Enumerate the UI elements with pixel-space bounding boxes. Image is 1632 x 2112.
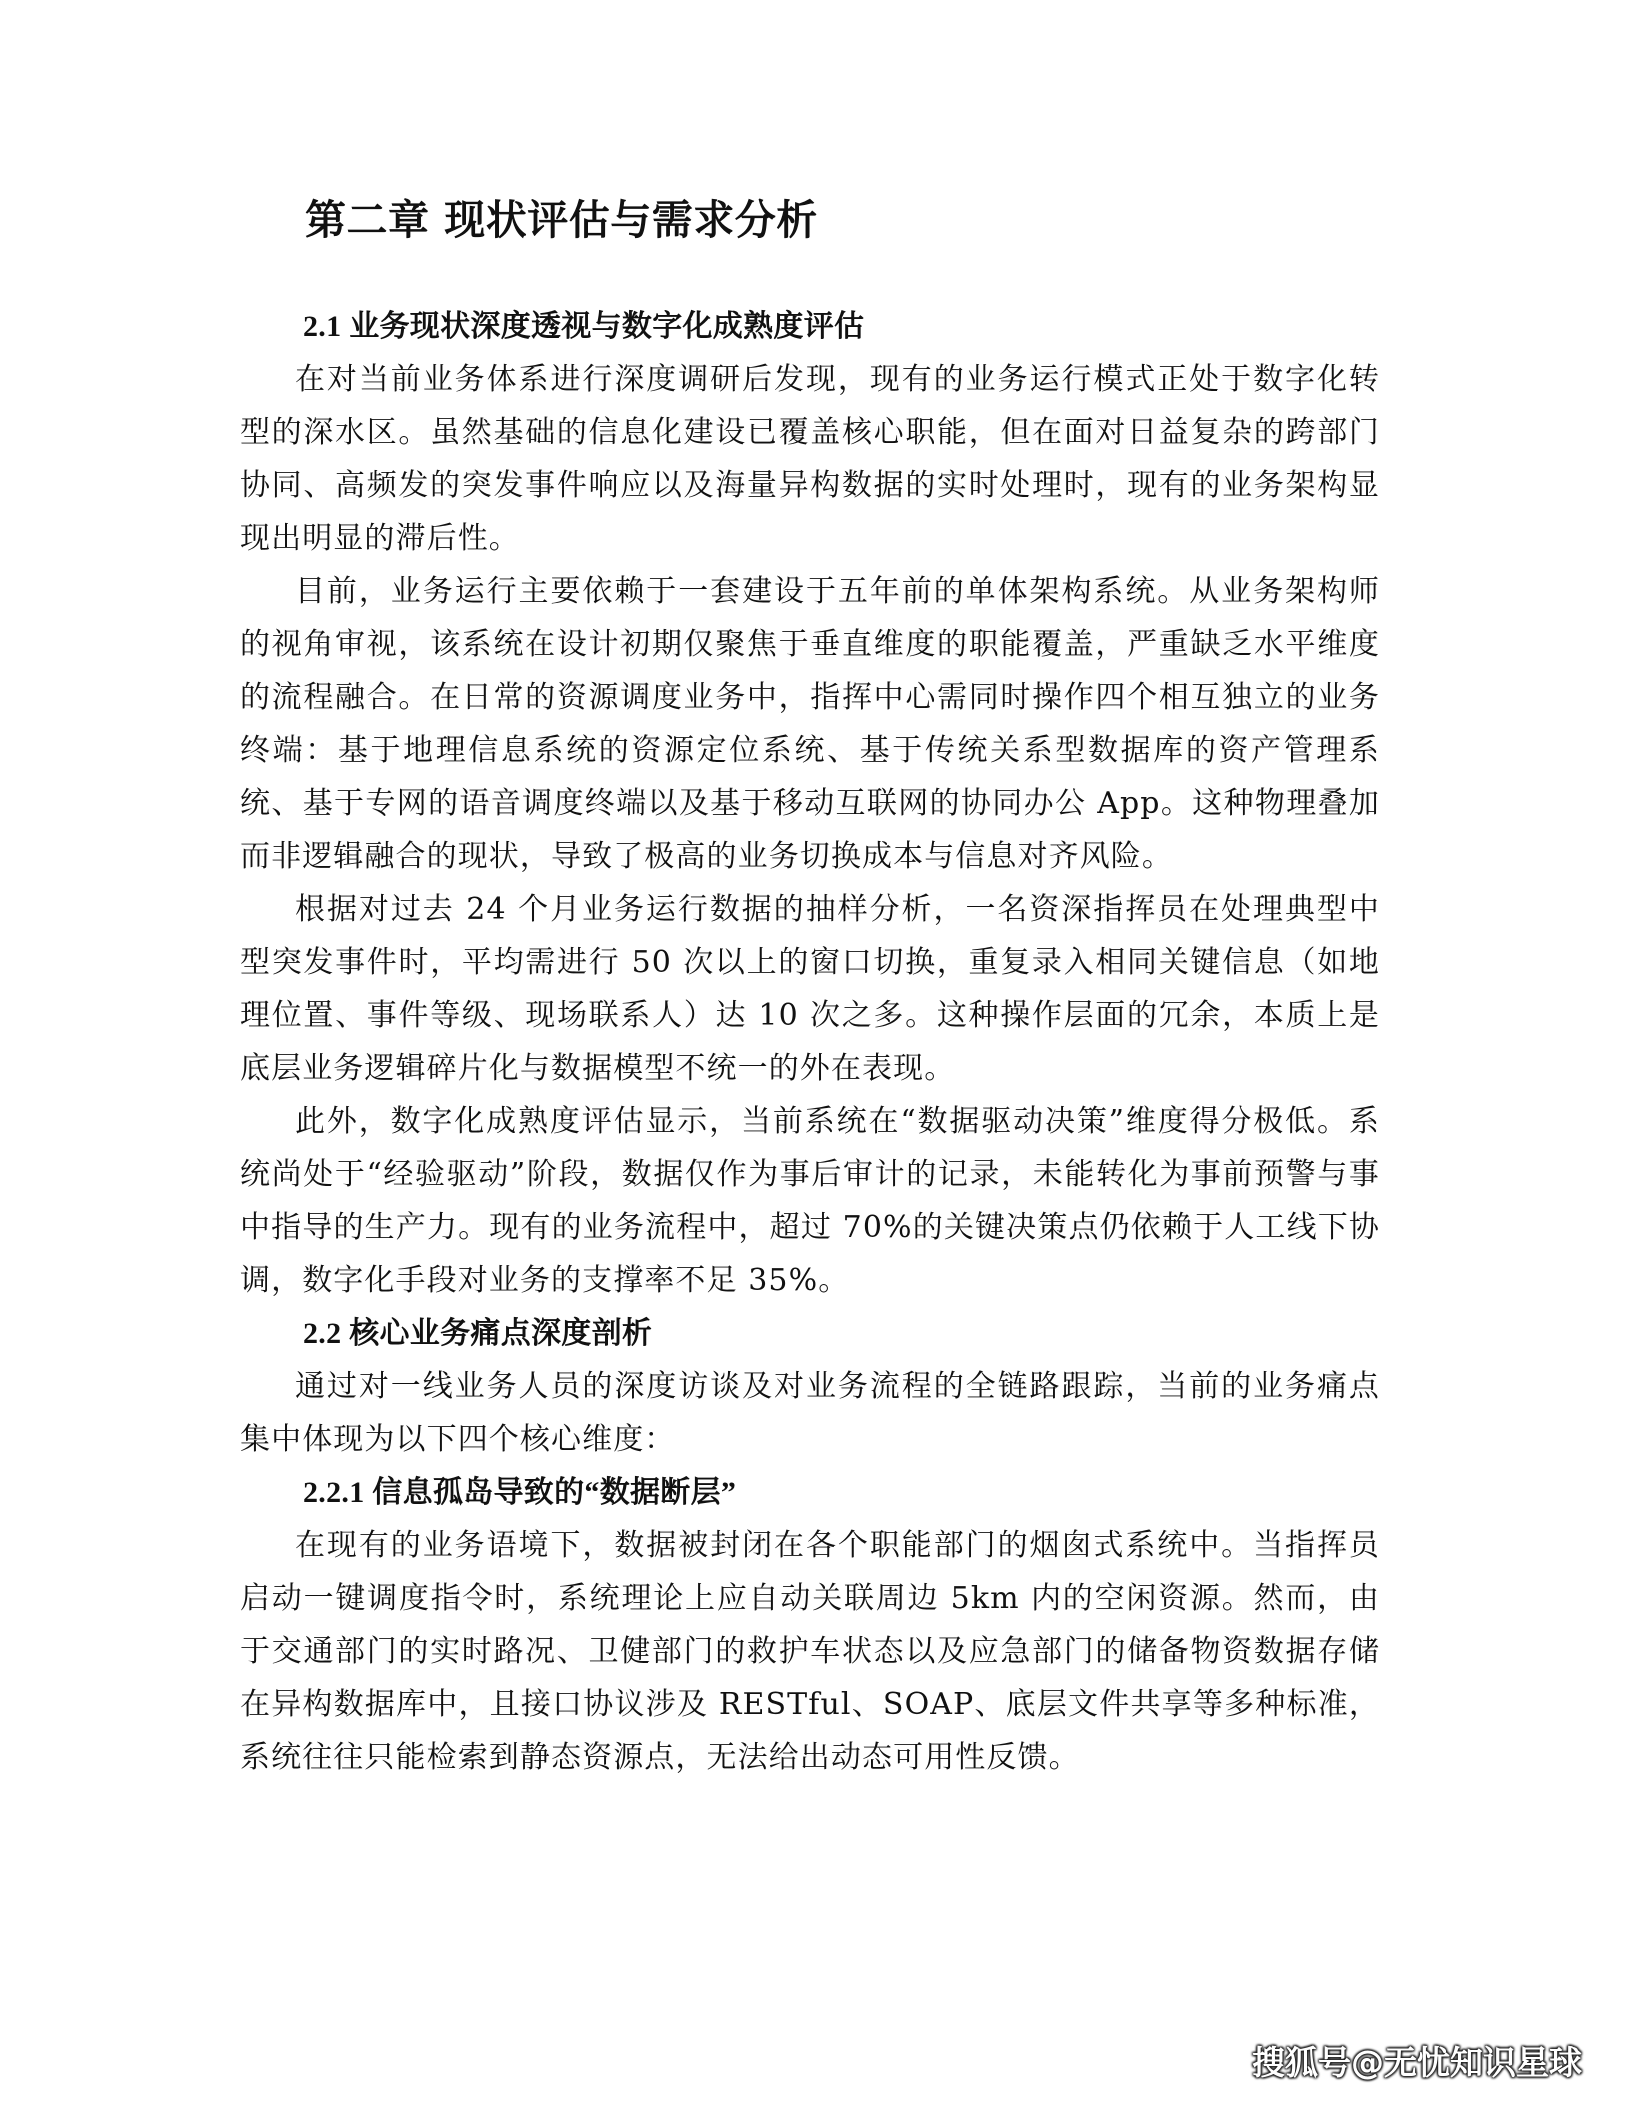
paragraph: 目前，业务运行主要依赖于一套建设于五年前的单体架构系统。从业务架构师的视角审视，该系统在设计初期仅聚焦于垂直维度的职能覆盖，严重缺乏水平维度的流程融合。在日常的资源调度业务中，指挥中心需同时操作四个相互独立的业务终端：基于地理信息系统的资源定位系统、基于传统关系型数据库的资产管理系统、基于专网的语音调度终端以及基于移动互联网的协同办公 App。这种物理叠加而非逻辑融合的现状，导致了极高的业务切换成本与信息对齐风险。 bbox=[240, 574, 1380, 874]
paragraph: 根据对过去 24 个月业务运行数据的抽样分析，一名资深指挥员在处理典型中型突发事件时，平均需进行 50 次以上的窗口切换，重复录入相同关键信息（如地理位置、事件等级、现场联系人）达 10 次之多。这种操作层面的冗余，本质上是底层业务逻辑碎片化与数据模型不统一的外在表现。 bbox=[240, 892, 1380, 1086]
document-body bbox=[240, 300, 1380, 1784]
section-heading-2-2-1: 2.2.1 信息孤岛导致的“数据断层” bbox=[303, 1476, 737, 1509]
section-heading-2-2: 2.2 核心业务痛点深度剖析 bbox=[303, 1317, 653, 1350]
paragraph: 此外，数字化成熟度评估显示，当前系统在“数据驱动决策”维度得分极低。系统尚处于“经验驱动”阶段，数据仅作为事后审计的记录，未能转化为事前预警与事中指导的生产力。现有的业务流程中，超过 70%的关键决策点仍依赖于人工线下协调，数字化手段对业务的支撑率不足 35%。 bbox=[240, 1104, 1380, 1298]
watermark: 搜狐号@无忧知识星球 bbox=[1252, 2043, 1582, 2082]
paragraph: 在对当前业务体系进行深度调研后发现，现有的业务运行模式正处于数字化转型的深水区。虽然基础的信息化建设已覆盖核心职能，但在面对日益复杂的跨部门协同、高频发的突发事件响应以及海量异构数据的实时处理时，现有的业务架构显现出明显的滞后性。 bbox=[240, 362, 1380, 556]
paragraph: 在现有的业务语境下，数据被封闭在各个职能部门的烟囱式系统中。当指挥员启动一键调度指令时，系统理论上应自动关联周边 5km 内的空闲资源。然而，由于交通部门的实时路况、卫健部门的救护车状态以及应急部门的储备物资数据存储在异构数据库中，且接口协议涉及 RESTful、SOAP、底层文件共享等多种标准，系统往往只能检索到静态资源点，无法给出动态可用性反馈。 bbox=[240, 1528, 1380, 1775]
section-heading-2-1: 2.1 业务现状深度透视与数字化成熟度评估 bbox=[303, 310, 865, 343]
paragraph: 通过对一线业务人员的深度访谈及对业务流程的全链路跟踪，当前的业务痛点集中体现为以下四个核心维度： bbox=[240, 1369, 1380, 1457]
chapter-title: 第二章 现状评估与需求分析 bbox=[305, 196, 818, 244]
